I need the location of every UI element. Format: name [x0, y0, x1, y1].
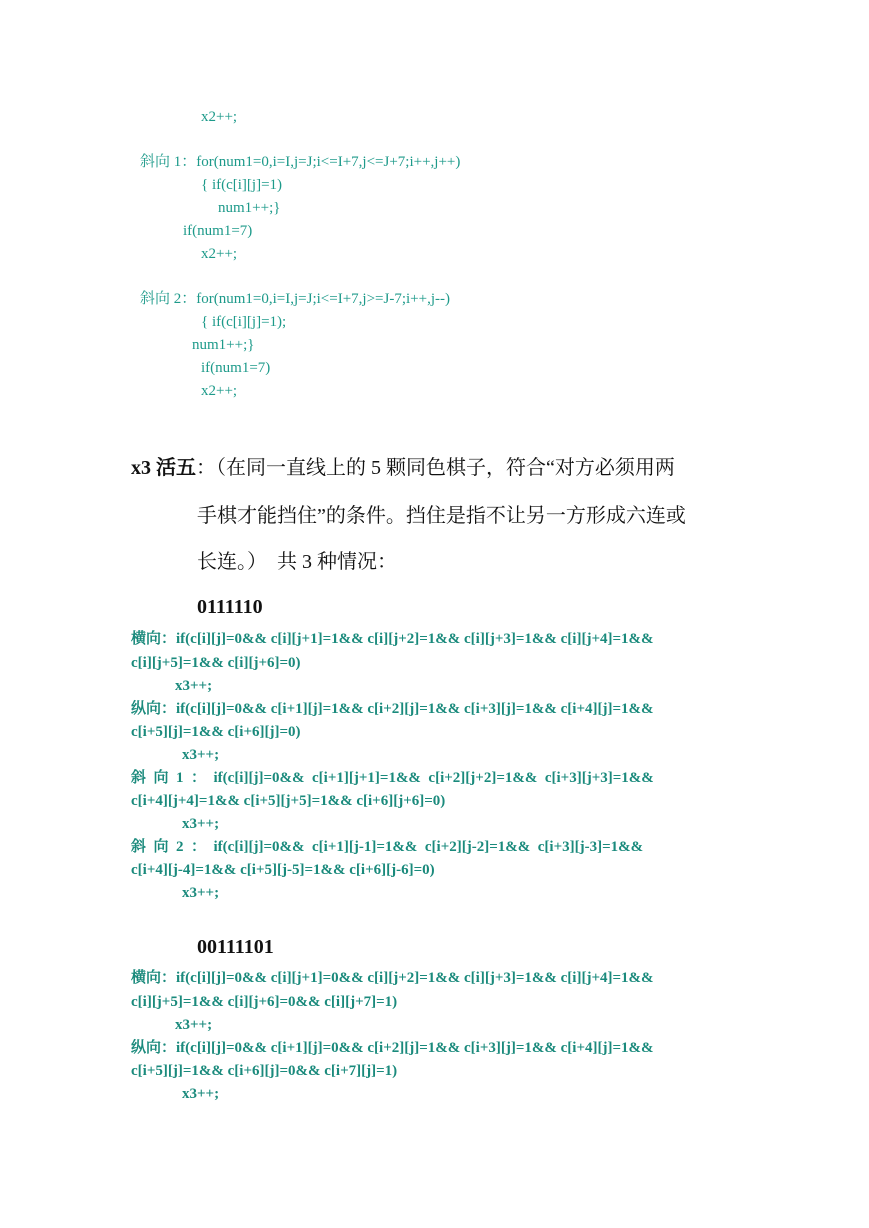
section-text: ：（在同一直线上的 5 颗同色棋子，符合“对方必须用两	[196, 457, 675, 479]
code-line: c[i+4][j+4]=1&& c[i+5][j+5]=1&& c[i+6][j+6]=0)	[131, 793, 446, 809]
section-heading	[131, 455, 675, 481]
code-line: x2++;	[201, 246, 238, 262]
code-line: x2++;	[201, 383, 238, 399]
code-line: x2++;	[201, 109, 238, 125]
pattern-title: 00111101	[197, 936, 274, 958]
code-line: 纵向：if(c[i][j]=0&& c[i+1][j]=0&& c[i+2][j]=1&& c[i+3][j]=1&& c[i+4][j]=1&&	[131, 1040, 654, 1056]
pattern-title: 0111110	[197, 596, 263, 618]
code-line: 纵向：if(c[i][j]=0&& c[i+1][j]=1&& c[i+2][j]=1&& c[i+3][j]=1&& c[i+4][j]=1&&	[131, 701, 654, 717]
code-line: 斜向 2：for(num1=0,i=I,j=J;i<=I+7,j>=J-7;i++,j--)	[140, 291, 450, 307]
code-line: x3++;	[182, 747, 220, 763]
section-text: 手棋才能挡住”的条件。挡住是指不让另一方形成六连或	[197, 505, 686, 527]
code-line: x3++;	[175, 678, 213, 694]
code-line: c[i][j+5]=1&& c[i][j+6]=0)	[131, 655, 301, 671]
code-line: 斜 向 2 ： if(c[i][j]=0&& c[i+1][j-1]=1&& c[i+2][j-2]=1&& c[i+3][j-3]=1&&	[131, 839, 644, 855]
code-line: { if(c[i][j]=1)	[201, 177, 283, 193]
code-line: 斜向 1：for(num1=0,i=I,j=J;i<=I+7,j<=J+7;i++,j++)	[140, 154, 461, 170]
code-line: c[i+4][j-4]=1&& c[i+5][j-5]=1&& c[i+6][j-6]=0)	[131, 862, 435, 878]
code-line: 横向：if(c[i][j]=0&& c[i][j+1]=0&& c[i][j+2]=1&& c[i][j+3]=1&& c[i][j+4]=1&&	[131, 970, 654, 986]
code-line: x3++;	[182, 816, 220, 832]
code-line: c[i+5][j]=1&& c[i+6][j]=0&& c[i+7][j]=1)	[131, 1063, 398, 1079]
code-line: 横向：if(c[i][j]=0&& c[i][j+1]=1&& c[i][j+2]=1&& c[i][j+3]=1&& c[i][j+4]=1&&	[131, 631, 654, 647]
section-label: x3 活五	[131, 457, 196, 479]
code-line: if(num1=7)	[201, 360, 271, 376]
section-text: 长连。） 共 3 种情况：	[197, 551, 397, 573]
code-line: if(num1=7)	[183, 223, 253, 239]
code-line: c[i+5][j]=1&& c[i+6][j]=0)	[131, 724, 301, 740]
code-line: x3++;	[182, 1086, 220, 1102]
code-line: { if(c[i][j]=1);	[201, 314, 287, 330]
code-line: num1++;}	[192, 337, 255, 353]
code-line: x3++;	[182, 885, 220, 901]
code-line: c[i][j+5]=1&& c[i][j+6]=0&& c[i][j+7]=1)	[131, 994, 398, 1010]
code-line: x3++;	[175, 1017, 213, 1033]
code-line: 斜 向 1 ： if(c[i][j]=0&& c[i+1][j+1]=1&& c[i+2][j+2]=1&& c[i+3][j+3]=1&&	[131, 770, 654, 786]
code-line: num1++;}	[218, 200, 281, 216]
